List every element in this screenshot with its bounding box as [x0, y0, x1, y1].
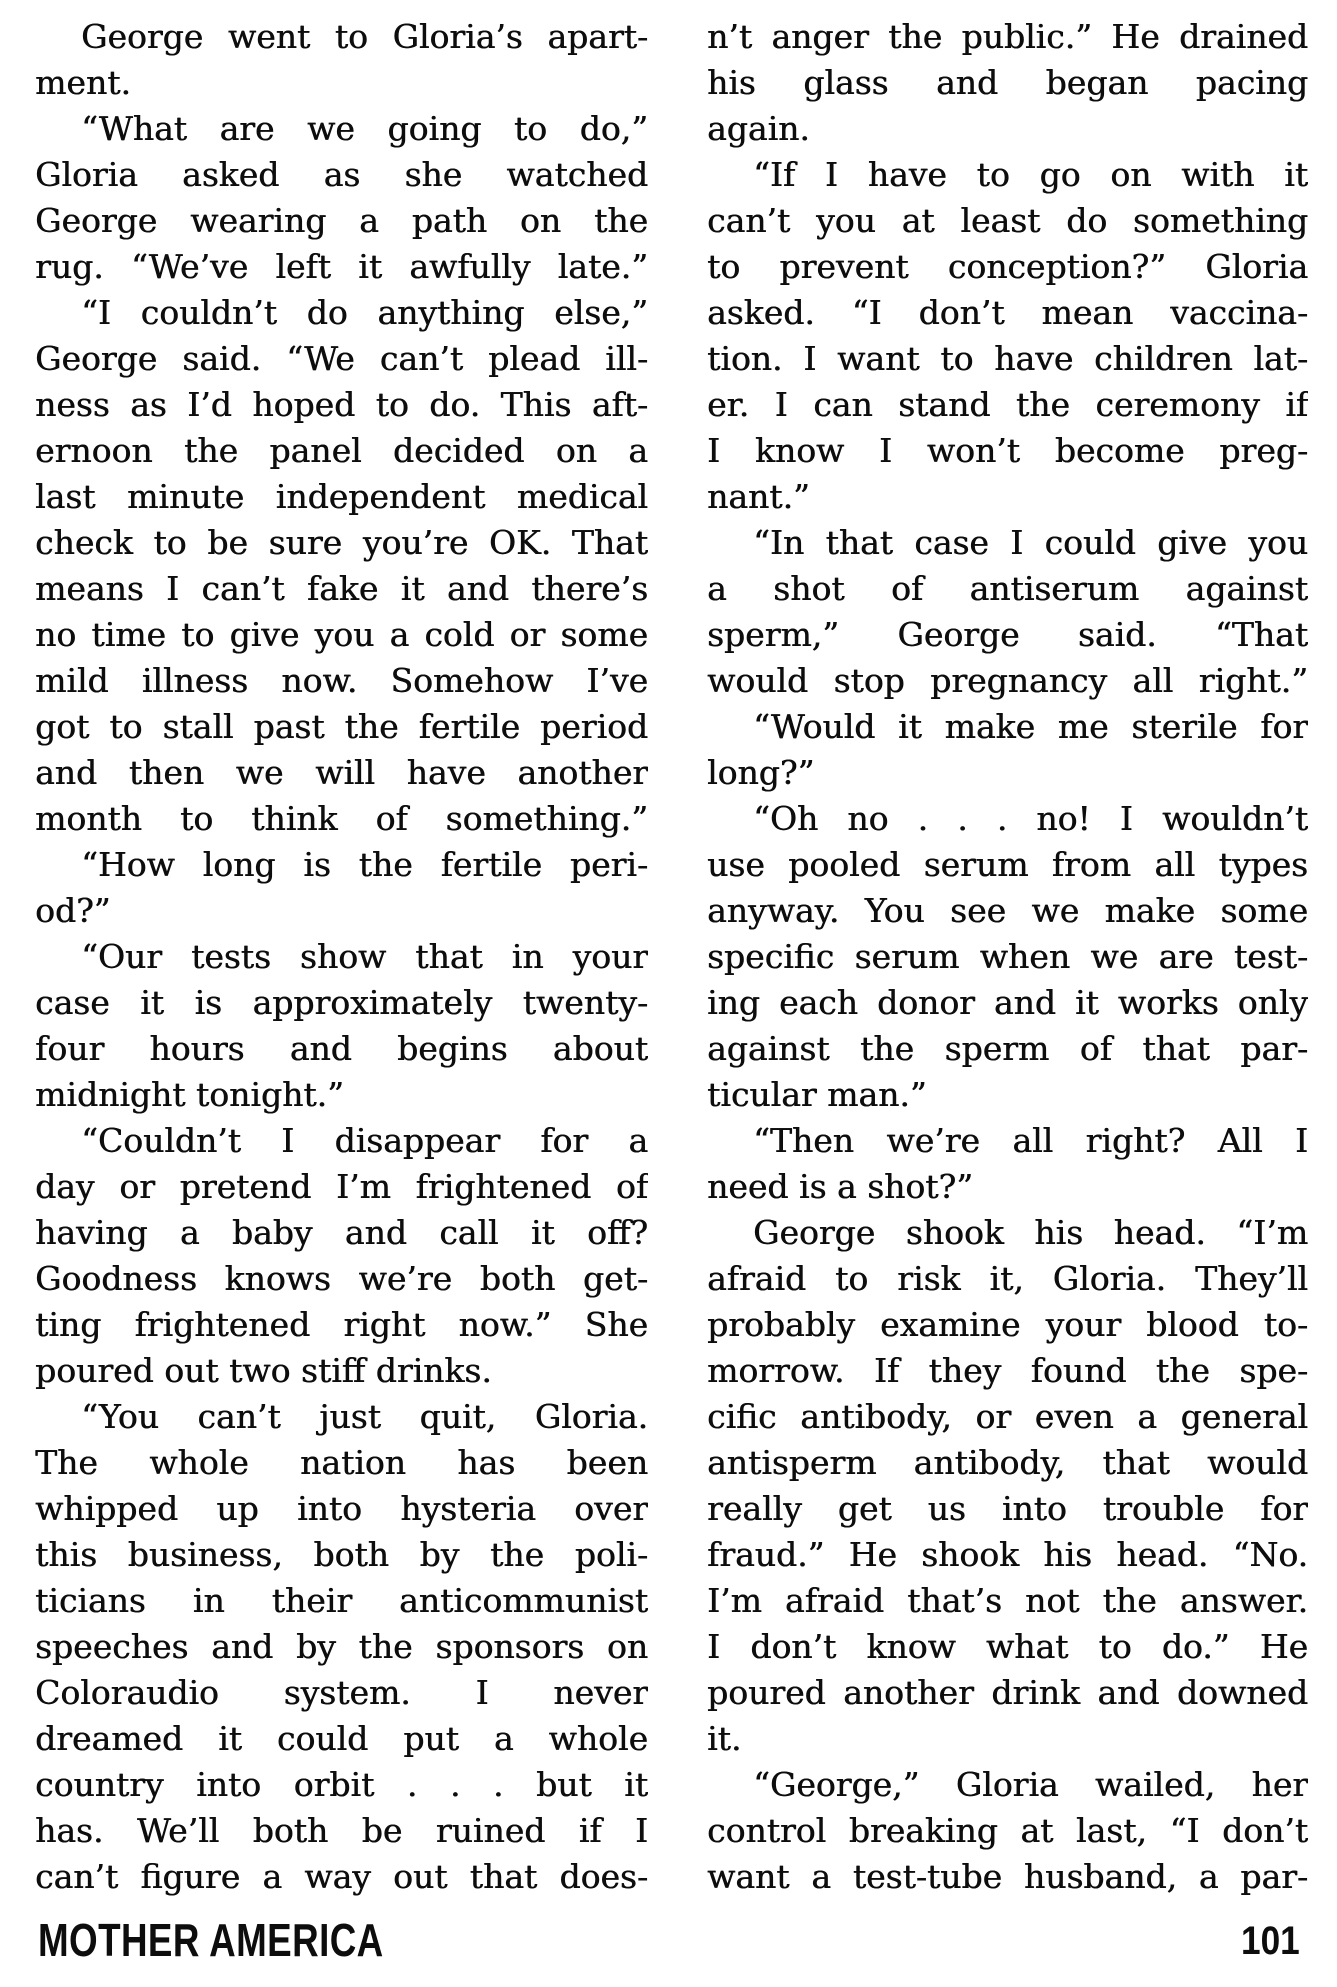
text-line: “Oh no . . . no! I wouldn’t — [753, 799, 1308, 838]
text-line: er. I can stand the ceremony if — [707, 385, 1308, 424]
text-line: ticians in their anticommunist — [35, 1581, 648, 1620]
text-line: can’t figure a way out that does- — [35, 1857, 648, 1896]
text-line: check to be sure you’re OK. That — [35, 523, 648, 562]
text-line: I know I won’t become preg- — [707, 431, 1308, 470]
text-line: really get us into trouble for — [707, 1489, 1308, 1528]
text-line: asked. “I don’t mean vaccina- — [707, 293, 1308, 332]
text-line: “Couldn’t I disappear for a — [81, 1121, 648, 1160]
text-line: poured another drink and downed — [707, 1673, 1308, 1712]
text-line: afraid to risk it, Gloria. They’ll — [707, 1259, 1308, 1298]
text-line: month to think of something.” — [35, 799, 648, 838]
text-line: this business, both by the poli- — [35, 1535, 648, 1574]
text-line: cific antibody, or even a general — [707, 1397, 1308, 1436]
text-line: specific serum when we are test- — [707, 937, 1308, 976]
text-line: antisperm antibody, that would — [707, 1443, 1308, 1482]
text-line: Coloraudio system. I never — [35, 1673, 648, 1712]
text-line: no time to give you a cold or some — [35, 615, 648, 654]
text-line: it. — [707, 1719, 742, 1758]
text-line: The whole nation has been — [35, 1443, 648, 1482]
text-line: day or pretend I’m frightened of — [35, 1167, 648, 1206]
text-line: fraud.” He shook his head. “No. — [707, 1535, 1308, 1574]
text-line: nant.” — [707, 477, 810, 516]
text-line: long?” — [707, 753, 815, 792]
text-line: George said. “We can’t plead ill- — [35, 339, 648, 378]
page-number: 101 — [1241, 1919, 1300, 1963]
text-line: probably examine your blood to- — [707, 1305, 1308, 1344]
text-line: rug. “We’ve left it awfully late.” — [35, 247, 648, 286]
text-line: I’m afraid that’s not the answer. — [707, 1581, 1308, 1620]
text-line: n’t anger the public.” He drained — [707, 17, 1308, 56]
text-line: sperm,” George said. “That — [707, 615, 1308, 654]
text-line: mild illness now. Somehow I’ve — [35, 661, 648, 700]
text-line: ticular man.” — [707, 1075, 927, 1114]
text-column-right — [707, 14, 1308, 1900]
text-line: again. — [707, 109, 810, 148]
text-line: George shook his head. “I’m — [753, 1213, 1308, 1252]
text-line: got to stall past the fertile period — [35, 707, 648, 746]
text-line: would stop pregnancy all right.” — [707, 661, 1308, 700]
text-line: ness as I’d hoped to do. This aft- — [35, 385, 648, 424]
text-line: “You can’t just quit, Gloria. — [81, 1397, 648, 1436]
text-line: morrow. If they found the spe- — [707, 1351, 1308, 1390]
text-line: “In that case I could give you — [753, 523, 1308, 562]
text-line: tion. I want to have children lat- — [707, 339, 1308, 378]
text-line: “Then we’re all right? All I — [753, 1121, 1308, 1160]
text-line: Gloria asked as she watched — [35, 155, 648, 194]
text-line: dreamed it could put a whole — [35, 1719, 648, 1758]
text-line: George wearing a path on the — [35, 201, 648, 240]
text-line: “I couldn’t do anything else,” — [81, 293, 648, 332]
text-line: having a baby and call it off? — [35, 1213, 648, 1252]
text-line: case it is approximately twenty- — [35, 983, 648, 1022]
text-line: ment. — [35, 63, 131, 102]
text-line: to prevent conception?” Gloria — [707, 247, 1308, 286]
text-line: I don’t know what to do.” He — [707, 1627, 1308, 1666]
text-line: “Our tests show that in your — [81, 937, 648, 976]
text-line: control breaking at last, “I don’t — [707, 1811, 1308, 1850]
text-line: want a test-tube husband, a par- — [707, 1857, 1308, 1896]
footer-running-title: MOTHER AMERICA — [38, 1914, 384, 1966]
text-line: “If I have to go on with it — [753, 155, 1308, 194]
text-line: need is a shot?” — [707, 1167, 973, 1206]
text-line: can’t you at least do something — [707, 201, 1308, 240]
text-line: against the sperm of that par- — [707, 1029, 1308, 1068]
text-line: a shot of antiserum against — [707, 569, 1308, 608]
text-line: midnight tonight.” — [35, 1075, 344, 1114]
text-line: his glass and began pacing — [707, 63, 1308, 102]
text-line: country into orbit . . . but it — [35, 1765, 648, 1804]
text-line: use pooled serum from all types — [707, 845, 1308, 884]
text-line: “George,” Gloria wailed, her — [753, 1765, 1308, 1804]
text-line: “How long is the fertile peri- — [81, 845, 648, 884]
text-line: “Would it make me sterile for — [753, 707, 1308, 746]
text-line: four hours and begins about — [35, 1029, 648, 1068]
text-line: ernoon the panel decided on a — [35, 431, 648, 470]
text-line: last minute independent medical — [35, 477, 648, 516]
text-line: George went to Gloria’s apart- — [81, 17, 648, 56]
text-line: poured out two stiff drinks. — [35, 1351, 492, 1390]
text-line: ing each donor and it works only — [707, 983, 1308, 1022]
text-line: whipped up into hysteria over — [35, 1489, 648, 1528]
text-line: Goodness knows we’re both get- — [35, 1259, 648, 1298]
text-line: ting frightened right now.” She — [35, 1305, 648, 1344]
text-line: and then we will have another — [35, 753, 648, 792]
text-line: “What are we going to do,” — [81, 109, 648, 148]
text-line: speeches and by the sponsors on — [35, 1627, 648, 1666]
text-line: has. We’ll both be ruined if I — [35, 1811, 648, 1850]
text-line: means I can’t fake it and there’s — [35, 569, 648, 608]
text-line: anyway. You see we make some — [707, 891, 1308, 930]
text-line: od?” — [35, 891, 111, 930]
text-column-left — [35, 14, 648, 1900]
